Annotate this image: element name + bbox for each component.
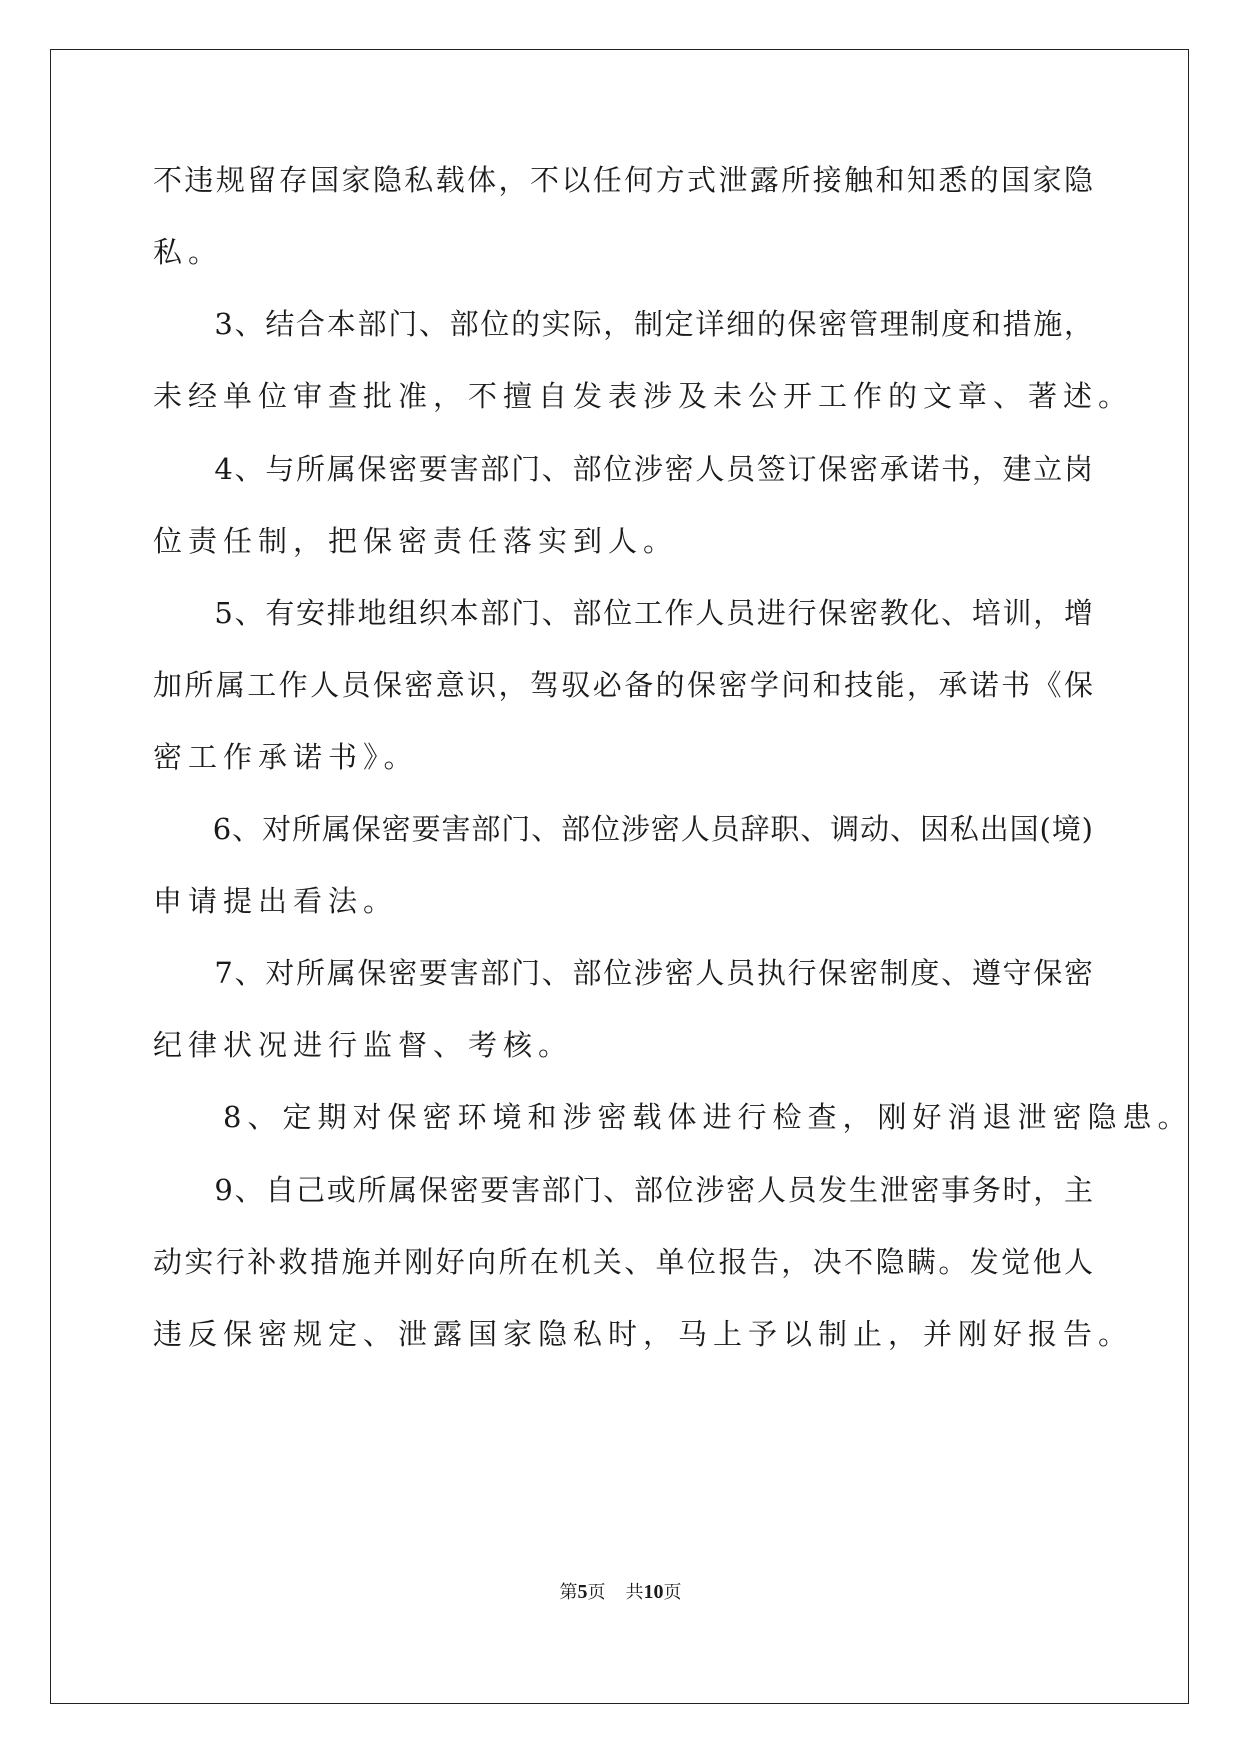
text-line: 3、结合本部门、部位的实际，制定详细的保密管理制度和措施， xyxy=(153,307,1093,341)
text-line: 9、自己或所属保密要害部门、部位涉密人员发生泄密事务时，主 xyxy=(153,1173,1093,1207)
text-line: 加所属工作人员保密意识，驾驭必备的保密学问和技能，承诺书《保 xyxy=(153,668,1093,702)
text-line: 不违规留存国家隐私载体，不以任何方式泄露所接触和知悉的国家隐 xyxy=(153,163,1093,197)
total-pages: 10 xyxy=(643,1581,664,1603)
total-prefix: 共 xyxy=(625,1582,644,1603)
text-line: 违反保密规定、泄露国家隐私时，马上予以制止，并刚好报告。 xyxy=(153,1317,1134,1351)
text-line: 位责任制，把保密责任落实到人。 xyxy=(153,524,679,558)
text-line: 4、与所属保密要害部门、部位涉密人员签订保密承诺书，建立岗 xyxy=(153,452,1093,486)
text-line: 6、对所属保密要害部门、部位涉密人员辞职、调动、因私出国(境) xyxy=(153,812,1093,846)
page-border xyxy=(50,49,1189,1704)
page-footer xyxy=(0,1578,1241,1604)
page-number: 5 xyxy=(577,1581,588,1603)
text-line: 私。 xyxy=(153,235,224,269)
text-line: 申请提出看法。 xyxy=(153,884,399,918)
text-line: 密工作承诺书》。 xyxy=(153,740,419,774)
text-line: 动实行补救措施并刚好向所在机关、单位报告，决不隐瞒。发觉他人 xyxy=(153,1245,1093,1279)
text-line: 未经单位审查批准，不擅自发表涉及未公开工作的文章、著述。 xyxy=(153,379,1134,413)
text-line: 纪律状况进行监督、考核。 xyxy=(153,1028,574,1062)
text-line: 8、定期对保密环境和涉密载体进行检查，刚好消退泄密隐患。 xyxy=(153,1100,1193,1134)
page-suffix: 页 xyxy=(587,1582,606,1603)
text-line: 5、有安排地组织本部门、部位工作人员进行保密教化、培训，增 xyxy=(153,596,1093,630)
text-line: 7、对所属保密要害部门、部位涉密人员执行保密制度、遵守保密 xyxy=(153,956,1093,990)
total-suffix: 页 xyxy=(663,1582,682,1603)
page-prefix: 第 xyxy=(559,1582,578,1603)
